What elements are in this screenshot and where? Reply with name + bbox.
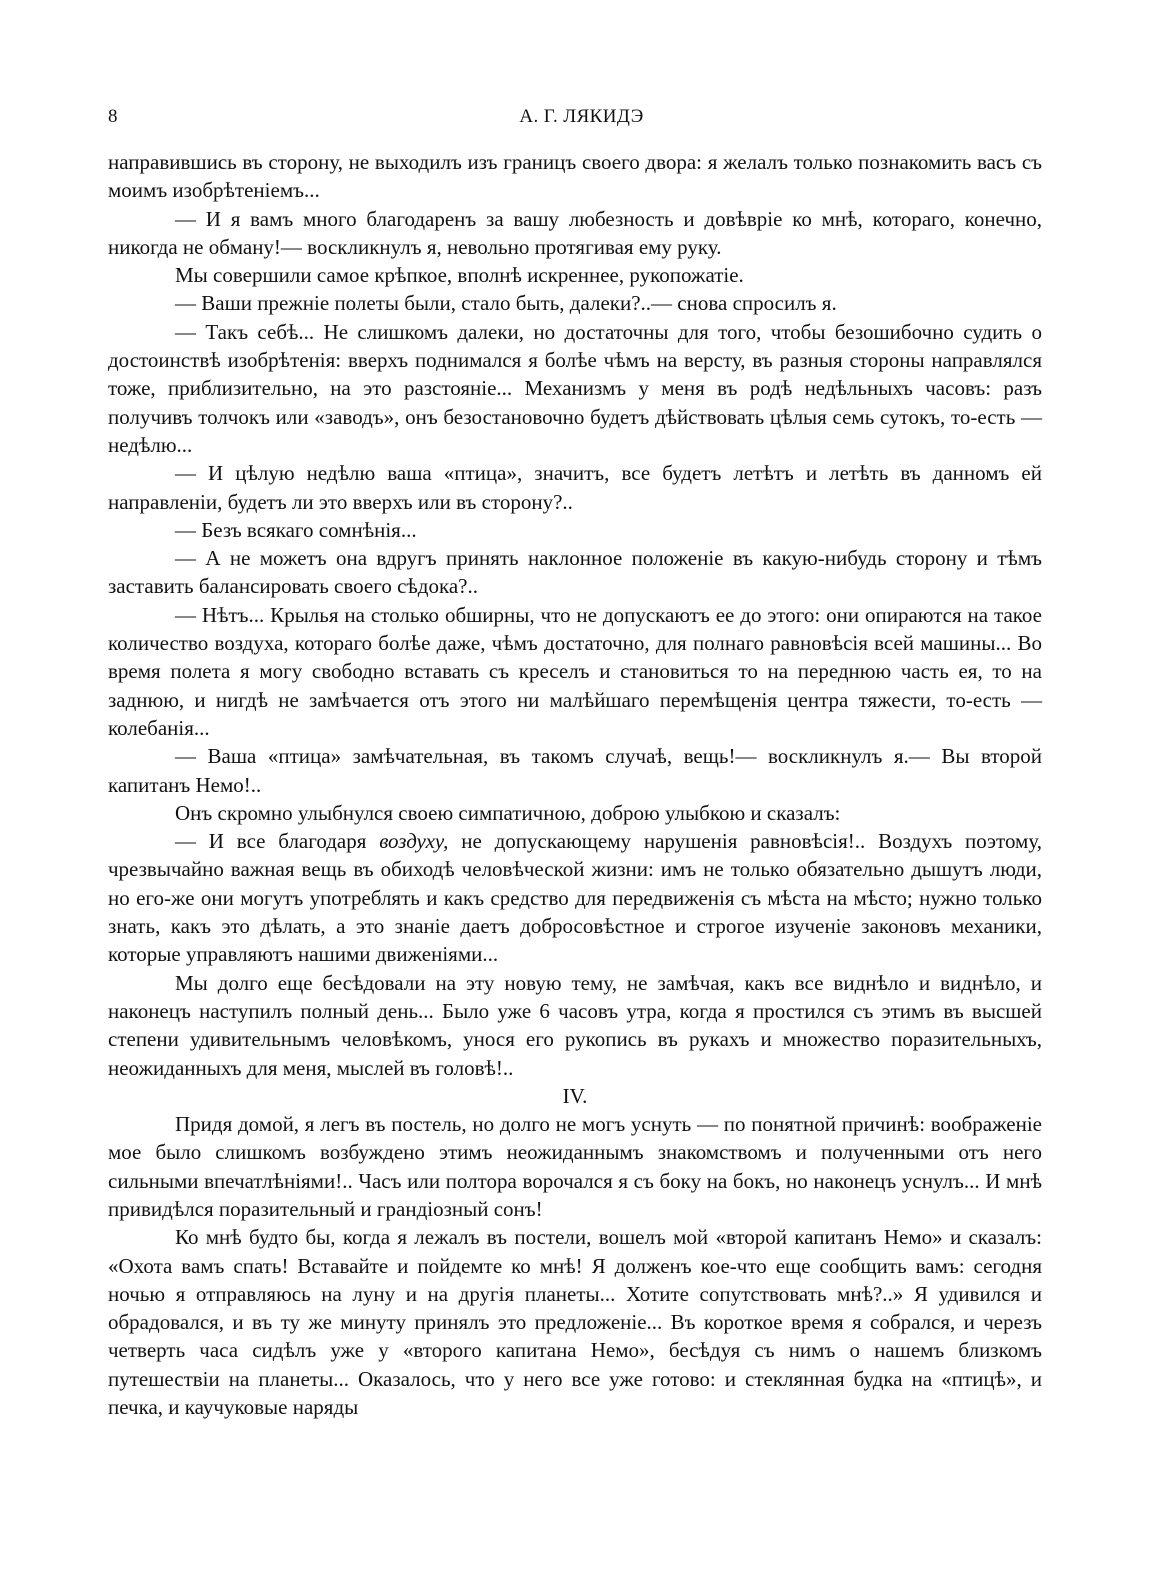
paragraph: направившись въ сторону, не выходилъ изъ границъ своего двора: я желалъ только познакомить васъ съ моимъ изобрѣтеніемъ... [108, 150, 1042, 203]
paragraph: Придя домой, я легъ въ постель, но долго не могъ уснуть — по понятной причинѣ: воображеніе мое было слишкомъ возбуждено этимъ неожиданнымъ знакомствомъ и полученными отъ него сильными впечатлѣніями!.. Часъ или полтора ворочался я съ боку на бокъ, но наконецъ уснулъ... И мнѣ привидѣлся поразительный и грандіозный сонъ! [108, 1112, 1042, 1221]
paragraph [108, 827, 1042, 968]
running-title: А. Г. ЛЯКИДЭ [519, 106, 644, 127]
paragraph: — Ваша «птица» замѣчательная, въ такомъ случаѣ, вещь!— воскликнулъ я.— Вы второй капитанъ Немо!.. [108, 744, 1042, 797]
paragraph: Мы долго еще бесѣдовали на эту новую тему, не замѣчая, какъ все виднѣло и виднѣло, и наконецъ наступилъ полный день... Было уже 6 часовъ утра, когда я простился съ этимъ въ высшей степени удивительнымъ человѣкомъ, унося его рукопись въ рукахъ и множество поразительныхъ, неожиданныхъ для меня, мыслей въ головѣ!.. [108, 970, 1042, 1080]
page-number: 8 [108, 106, 118, 127]
paragraph: — Такъ себѣ... Не слишкомъ далеки, но достаточны для того, чтобы безошибочно судить о достоинствѣ изобрѣтенія: вверхъ поднимался я болѣе чѣмъ на версту, въ разныя стороны направлялся тоже, приблизительно, на это разстояніе... Механизмъ у меня въ родѣ недѣльныхъ часовъ: разъ получивъ толчокъ или «заводъ», онъ безостановочно будетъ дѣйствовать цѣлыя семь сутокъ, то-есть — недѣлю... [108, 319, 1042, 457]
paragraph: — И я вамъ много благодаренъ за вашу любезность и довѣвріе ко мнѣ, котораго, конечно, никогда не обману!— воскликнулъ я, невольно протягивая ему руку. [108, 206, 1042, 259]
paragraph: — Ваши прежніе полеты были, стало быть, далеки?..— снова спросилъ я. [175, 291, 837, 316]
paragraph: Ко мнѣ будто бы, когда я лежалъ въ постели, вошелъ мой «второй капитанъ Немо» и сказалъ: «Охота вамъ спать! Вставайте и пойдемте ко мнѣ! Я долженъ кое-что еще сообщить вамъ: сегодня ночью я отправляюсь на луну и на другія планеты... Хотите сопутствовать мнѣ?..» Я удивился и обрадовался, и въ ту же минуту принялъ это предложеніе... Въ короткое время я собрался, и черезъ четверть часа сидѣлъ уже у «второго капитана Немо», бесѣдуя съ нимъ о нашемъ близкомъ путешествіи на планеты... Оказалось, что у него все уже готово: и стеклянная будка на «птицѣ», и печка, и каучуковые наряды [108, 1225, 1042, 1420]
paragraph-text: не допускающему нарушенія равновѣсія!.. Воздухъ поэтому, чрезвычайно важная вещь въ обиходѣ человѣческой жизни: имъ не только обязательно дышутъ люди, но его-же они могутъ употреблять и какъ средство для передвиженія съ мѣста на мѣсто; нужно только знать, какъ это дѣлать, а это знаніе даетъ добросовѣстное и строгое изученіе законовъ механики, которые управляютъ нашими движеніями... [108, 829, 1042, 967]
paragraph: — Нѣтъ... Крылья на столько обширны, что не допускаютъ ее до этого: они опираются на такое количество воздуха, котораго болѣе даже, чѣмъ достаточно, для полнаго равновѣсія всей машины... Во время полета я могу свободно вставать съ креселъ и становиться то на переднюю часть ея, то на заднюю, и нигдѣ не замѣчается отъ этого ни малѣйшаго перемѣщенія центра тяжести, то-есть — колебанія... [108, 602, 1042, 740]
body-text [108, 148, 1042, 1421]
paragraph: — И цѣлую недѣлю ваша «птица», значитъ, все будетъ летѣтъ и летѣть въ данномъ ей направленіи, будетъ ли это вверхъ или въ сторону?.. [108, 461, 1042, 514]
paragraph: — А не можетъ она вдругъ принять наклонное положеніе въ какую-нибудь сторону и тѣмъ заставить балансировать своего сѣдока?.. [108, 546, 1042, 599]
chapter-heading: IV. [562, 1083, 588, 1108]
paragraph-text: — И все благодаря [175, 829, 380, 854]
paragraph: Онъ скромно улыбнулся своею симпатичною, доброю улыбкою и сказалъ: [175, 800, 841, 825]
italic-word: воздуху, [379, 829, 449, 854]
paragraph: — Безъ всякаго сомнѣнія... [175, 517, 417, 542]
paragraph: Мы совершили самое крѣпкое, вполнѣ искреннее, рукопожатіе. [175, 263, 744, 288]
